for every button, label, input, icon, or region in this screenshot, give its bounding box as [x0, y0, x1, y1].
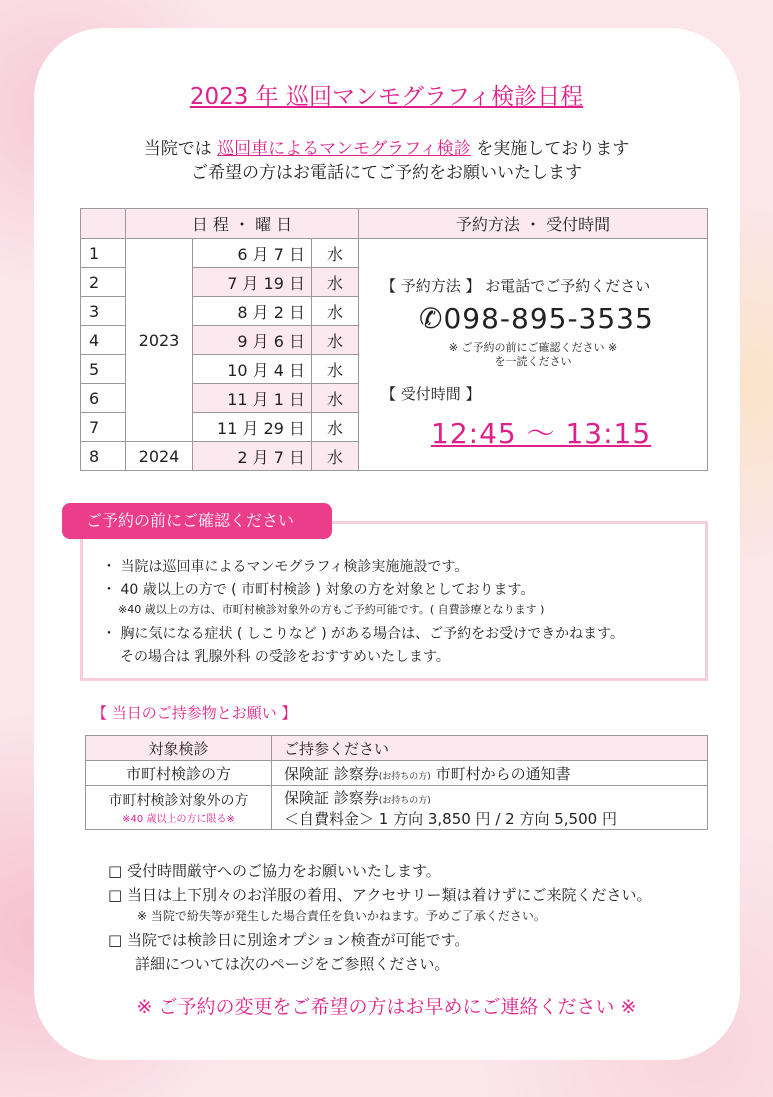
date-cell: 8 月 2 日 — [193, 297, 312, 326]
row-number: 7 — [81, 413, 126, 442]
weekday-cell: 水 — [312, 268, 359, 297]
date-cell: 11 月 1 日 — [193, 384, 312, 413]
weekday-cell: 水 — [312, 442, 359, 471]
bring-row1-a: 保険証 診察券 — [284, 764, 379, 783]
date-cell: 7 月 19 日 — [193, 268, 312, 297]
confirm-note-1: ※ ご予約の前にご確認ください ※ — [448, 341, 618, 354]
confirm-bullet-2-note: ※40 歳以上の方は、市町村検診対象外の方もご予約可能です。( 自費診療となります ) — [118, 603, 545, 616]
row-number: 4 — [81, 326, 126, 355]
bring-header-items: ご持参ください — [272, 736, 708, 761]
row-number: 8 — [81, 442, 126, 471]
schedule-table — [80, 208, 708, 471]
bring-row2-a: 保険証 診察券 — [284, 788, 379, 807]
bring-row1-b: 市町村からの通知書 — [430, 764, 571, 783]
note-1: □ 受付時間厳守へのご協力をお願いいたします。 — [108, 862, 441, 880]
bring-row1-target: 市町村検診の方 — [86, 761, 272, 786]
bring-row2-note: ※40 歳以上の方に限る※ — [122, 814, 235, 825]
row-number: 3 — [81, 297, 126, 326]
weekday-cell: 水 — [312, 297, 359, 326]
bring-table — [85, 735, 708, 830]
bring-row2-target — [86, 786, 272, 830]
schedule-header-blank — [81, 209, 126, 239]
bring-row2-items — [272, 786, 708, 830]
weekday-cell: 水 — [312, 326, 359, 355]
intro-text — [0, 137, 773, 185]
date-cell: 6 月 7 日 — [193, 239, 312, 268]
schedule-header-date: 日 程 ・ 曜 日 — [126, 209, 359, 239]
method-label: 【 予約方法 】 お電話でご予約ください — [381, 277, 651, 295]
schedule-header-info: 予約方法 ・ 受付時間 — [359, 209, 708, 239]
final-notice: ※ ご予約の変更をご希望の方はお早めにご連絡ください ※ — [136, 996, 637, 1018]
confirm-bullet-2: ・ 40 歳以上の方で ( 市町村検診 ) 対象の方を対象としております。 — [102, 582, 535, 598]
reception-time: 12:45 ～ 13:15 — [431, 417, 652, 450]
year-cell: 2023 — [126, 239, 193, 442]
bring-row1-items — [272, 761, 708, 786]
bring-row2-title: 市町村検診対象外の方 — [108, 793, 249, 809]
bring-row1-small: (お持ちの方) — [378, 771, 431, 782]
date-cell: 2 月 7 日 — [193, 442, 312, 471]
bring-row2-b: ＜自費料金＞ 1 方向 3,850 円 / 2 方向 5,500 円 — [284, 809, 617, 828]
weekday-cell: 水 — [312, 355, 359, 384]
intro-highlight: 巡回車によるマンモグラフィ検診 — [217, 139, 471, 159]
confirm-bullet-1: ・ 当院は巡回車によるマンモグラフィ検診実施施設です。 — [102, 559, 469, 575]
intro-line2: ご希望の方はお電話にてご予約をお願いいたします — [191, 163, 582, 183]
row-number: 2 — [81, 268, 126, 297]
bring-header-target: 対象検診 — [86, 736, 272, 761]
weekday-cell: 水 — [312, 239, 359, 268]
row-number: 6 — [81, 384, 126, 413]
confirm-bullet-3: ・ 胸に気になる症状 ( しこりなど ) がある場合は、ご予約をお受けできかねます。 — [102, 626, 625, 642]
note-2-sub: ※ 当院で紛失等が発生した場合責任を負いかねます。予めご了承ください。 — [137, 909, 546, 923]
row-number: 5 — [81, 355, 126, 384]
row-number: 1 — [81, 239, 126, 268]
weekday-cell: 水 — [312, 413, 359, 442]
bring-row2-small: (お持ちの方) — [378, 795, 431, 806]
date-cell: 9 月 6 日 — [193, 326, 312, 355]
confirm-note-2: を一読ください — [494, 355, 572, 368]
date-cell: 11 月 29 日 — [193, 413, 312, 442]
reservation-info — [359, 239, 708, 471]
note-3: □ 当院では検診日に別途オプション検査が可能です。 — [108, 931, 470, 949]
weekday-cell: 水 — [312, 384, 359, 413]
bring-heading: 【 当日のご持参物とお願い 】 — [92, 704, 297, 722]
phone-number: ✆098-895-3535 — [419, 302, 654, 335]
page-title: 2023 年 巡回マンモグラフィ検診日程 — [189, 84, 584, 110]
note-3-detail: 詳細については次のページをご参照ください。 — [135, 955, 450, 973]
time-label: 【 受付時間 】 — [381, 385, 481, 403]
intro-post: を実施しております — [470, 139, 630, 159]
date-cell: 10 月 4 日 — [193, 355, 312, 384]
note-2: □ 当日は上下別々のお洋服の着用、アクセサリー類は着けずにご来院ください。 — [108, 886, 652, 904]
confirm-bullet-3b: その場合は 乳腺外科 の受診をおすすめいたします。 — [120, 649, 450, 665]
intro-pre: 当院では — [143, 139, 218, 159]
confirm-tab: ご予約の前にご確認ください — [62, 503, 332, 539]
year-cell: 2024 — [126, 442, 193, 471]
